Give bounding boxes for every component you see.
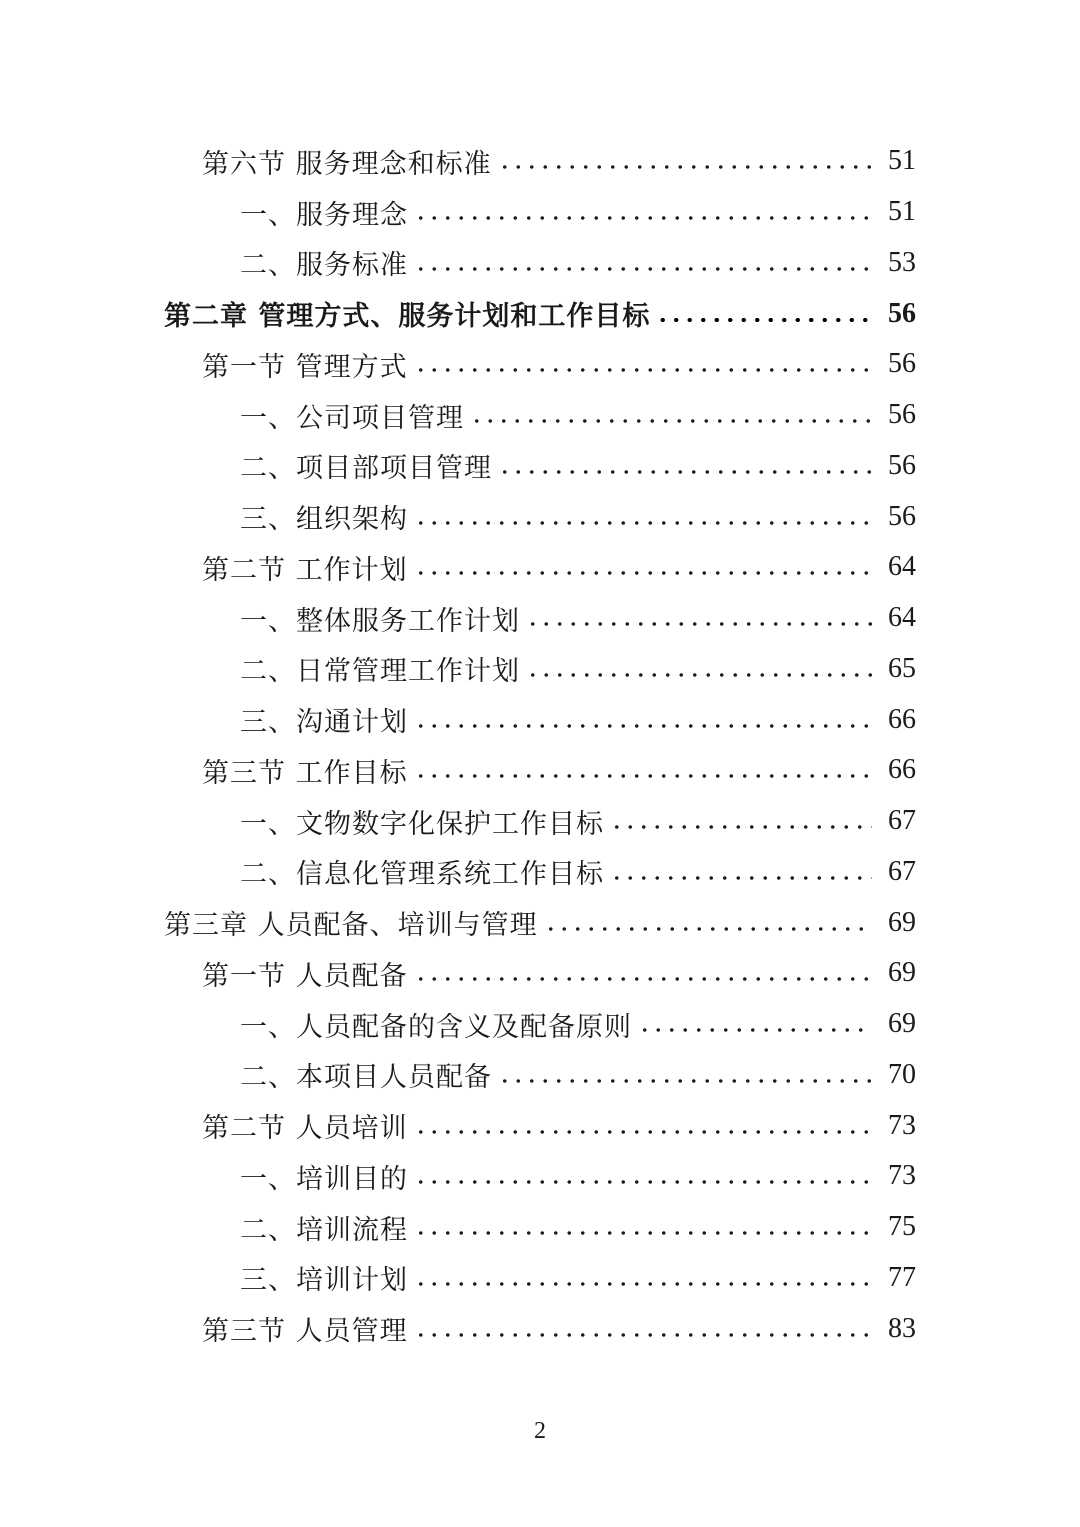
toc-dot-leader [414,774,872,778]
toc-entry-page: 70 [888,1058,916,1090]
toc-entry-item[interactable] [0,694,1080,745]
toc-dot-leader [414,521,872,525]
toc-entry-page: 66 [888,754,916,786]
toc-dot-leader [414,368,872,372]
toc-dot-leader [414,267,872,271]
toc-entry-item[interactable] [0,847,1080,898]
toc-entry-page: 69 [888,906,916,938]
toc-dot-leader [656,318,872,322]
toc-entry-title: 第一节 人员配备 [202,960,408,992]
toc-dot-leader [414,571,872,575]
toc-entry-title: 二、项目部项目管理 [240,453,492,485]
toc-entry-title: 第二章 管理方式、服务计划和工作目标 [164,301,651,333]
toc-dot-leader [498,165,872,169]
toc-entry-item[interactable] [0,644,1080,695]
toc-dot-leader [414,1130,872,1134]
toc-entry-title: 二、服务标准 [240,250,408,282]
toc-entry-title: 第三节 人员管理 [202,1316,408,1348]
toc-entry-page: 56 [888,449,916,481]
toc-entry-title: 一、文物数字化保护工作目标 [240,808,604,840]
toc-entry-title: 二、培训流程 [240,1214,408,1246]
toc-entry-page: 67 [888,855,916,887]
toc-entry-title: 一、培训目的 [240,1163,408,1195]
toc-entry-title: 第三章 人员配备、培训与管理 [164,910,538,942]
toc-entry-page: 56 [888,399,916,431]
toc-entry-chapter[interactable] [0,288,1080,339]
toc-entry-title: 三、培训计划 [240,1265,408,1297]
table-of-contents [0,136,1080,1354]
toc-entry-title: 第一节 管理方式 [202,351,408,383]
toc-dot-leader [610,825,872,829]
toc-entry-title: 一、公司项目管理 [240,402,464,434]
toc-entry-page: 65 [888,652,916,684]
toc-entry-title: 二、日常管理工作计划 [240,656,520,688]
page-number: 2 [534,1418,546,1444]
toc-entry-item[interactable] [0,390,1080,441]
toc-dot-leader [526,622,872,626]
toc-entry-page: 51 [888,145,916,177]
toc-entry-item[interactable] [0,999,1080,1050]
toc-entry-page: 73 [888,1160,916,1192]
toc-entry-item[interactable] [0,1202,1080,1253]
toc-dot-leader [544,927,872,931]
toc-entry-section[interactable] [0,1100,1080,1151]
toc-dot-leader [610,876,872,880]
toc-entry-page: 64 [888,602,916,634]
toc-entry-title: 三、沟通计划 [240,707,408,739]
toc-dot-leader [526,673,872,677]
toc-entry-page: 67 [888,805,916,837]
toc-dot-leader [414,1231,872,1235]
toc-entry-title: 一、人员配备的含义及配备原则 [240,1011,632,1043]
toc-entry-item[interactable] [0,593,1080,644]
toc-entry-title: 一、服务理念 [240,199,408,231]
toc-entry-page: 53 [888,246,916,278]
toc-entry-title: 二、本项目人员配备 [240,1062,492,1094]
toc-dot-leader [414,1180,872,1184]
toc-entry-section[interactable] [0,339,1080,390]
toc-entry-item[interactable] [0,491,1080,542]
toc-entry-page: 56 [888,348,916,380]
toc-entry-title: 三、组织架构 [240,504,408,536]
toc-entry-page: 56 [888,297,916,329]
toc-entry-page: 73 [888,1109,916,1141]
toc-entry-page: 69 [888,1008,916,1040]
toc-dot-leader [414,1333,872,1337]
toc-dot-leader [638,1028,872,1032]
toc-entry-page: 66 [888,703,916,735]
toc-entry-title: 二、信息化管理系统工作目标 [240,859,604,891]
toc-entry-page: 83 [888,1312,916,1344]
toc-entry-title: 第三节 工作目标 [202,757,408,789]
toc-entry-page: 77 [888,1261,916,1293]
toc-entry-page: 64 [888,551,916,583]
toc-entry-item[interactable] [0,187,1080,238]
toc-dot-leader [414,977,872,981]
toc-entry-item[interactable] [0,1151,1080,1202]
toc-entry-section[interactable] [0,542,1080,593]
toc-entry-page: 69 [888,957,916,989]
toc-entry-page: 56 [888,500,916,532]
toc-entry-item[interactable] [0,1050,1080,1101]
toc-entry-section[interactable] [0,948,1080,999]
toc-entry-chapter[interactable] [0,897,1080,948]
toc-entry-section[interactable] [0,745,1080,796]
toc-dot-leader [414,724,872,728]
toc-entry-page: 51 [888,196,916,228]
toc-entry-title: 一、整体服务工作计划 [240,605,520,637]
toc-dot-leader [414,216,872,220]
toc-entry-item[interactable] [0,238,1080,289]
toc-entry-title: 第六节 服务理念和标准 [202,148,492,180]
toc-entry-section[interactable] [0,1303,1080,1354]
toc-entry-title: 第二节 工作计划 [202,554,408,586]
toc-dot-leader [414,1282,872,1286]
toc-dot-leader [498,1079,872,1083]
toc-entry-title: 第二节 人员培训 [202,1113,408,1145]
toc-entry-page: 75 [888,1211,916,1243]
toc-dot-leader [470,419,872,423]
toc-entry-item[interactable] [0,796,1080,847]
toc-dot-leader [498,470,872,474]
toc-entry-section[interactable] [0,136,1080,187]
toc-entry-item[interactable] [0,1253,1080,1304]
toc-entry-item[interactable] [0,441,1080,492]
